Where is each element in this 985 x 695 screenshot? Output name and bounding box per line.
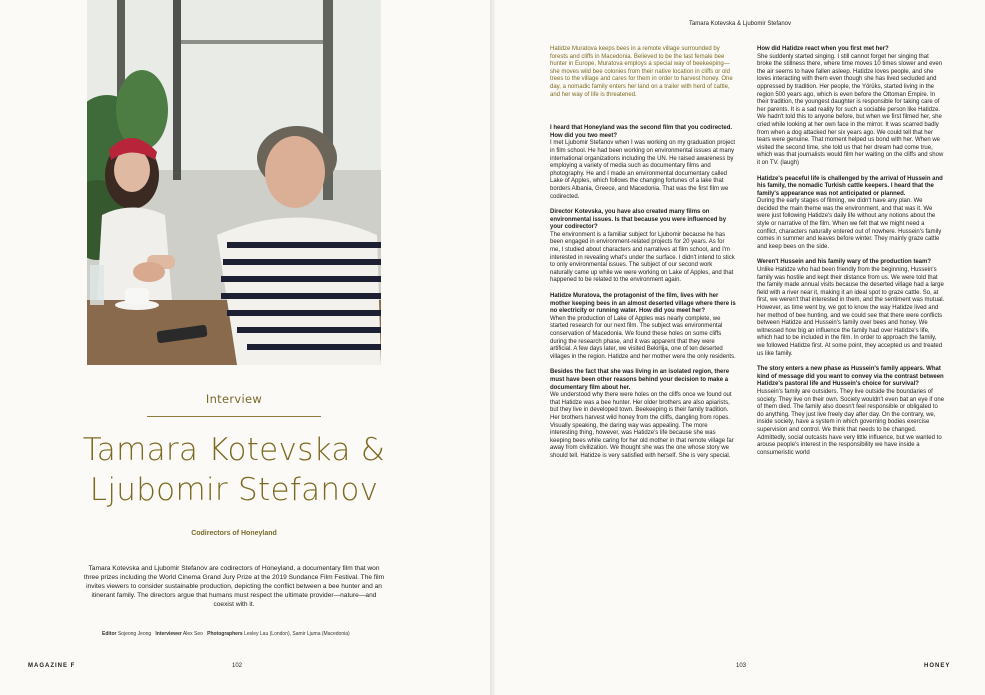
editor-label: Editor bbox=[102, 631, 117, 637]
photographers-label: Photographers bbox=[207, 631, 243, 637]
qa-list-column-2 bbox=[757, 46, 945, 457]
page-number-right: 103 bbox=[736, 663, 747, 669]
interview-answer: When the production of Lake of Apples was nearly complete, we started research for our next film. The subject was environmental conservation of Macedonia. We found these holes on some cliffs during the research phase, and it was apparent that they were artificial. A few days later, we visited Bekirlija, one of ten deserted villages in the region. Hatidze and her mother were the only residents. bbox=[550, 315, 736, 360]
qa-block bbox=[757, 176, 945, 252]
interviewer-label: Interviewer bbox=[155, 631, 182, 637]
qa-block bbox=[757, 46, 945, 168]
qa-block bbox=[757, 259, 945, 358]
qa-list-column-1 bbox=[550, 125, 736, 460]
section-label: Interview bbox=[205, 392, 263, 406]
interview-answer: She suddenly started singing. I still cannot forget her singing that broke the stillness there, where time moves 10 times slower and even the air seems to have fallen asleep. Hatidze loves people, and she loves interacting with them even though she has lived secluded and oppressed by tradition. Her people, the Yörüks, started living in the region 500 years ago, which is even before the Ottoman Empire. In their tradition, the youngest daughter is responsible for taking care of her parents. It is a sad reality for such a sociable person like Hatidze. We hadn't told this to anyone before, but when we first filmed her, she cried while looking at her own face in the mirror. It was scarred badly from when a dog attacked her six years ago. We could tell that her tears were genuine. That moment helped us bond with her. When we visited the second time, she told us that her dream had come true, which was that journalists would film her waiting on the cliffs and show it on TV. (laugh) bbox=[757, 53, 944, 166]
qa-block bbox=[550, 209, 736, 285]
credits-line bbox=[102, 631, 382, 637]
right-page bbox=[495, 0, 985, 695]
text-column-2 bbox=[757, 46, 945, 465]
interview-question: Besides the fact that she was living in an isolated region, there must have been other reasons behind your decision to make a documentary film about her. bbox=[550, 369, 730, 391]
title-rule bbox=[147, 416, 321, 417]
qa-block bbox=[757, 366, 945, 457]
photo-illustration bbox=[87, 0, 381, 365]
title-line-1: Tamara Kotevska & bbox=[82, 432, 386, 468]
interview-question: Weren't Hussein and his family wary of the production team? bbox=[757, 259, 932, 266]
article-title bbox=[60, 430, 408, 510]
interview-question: How did Hatidze react when you first met her? bbox=[757, 46, 889, 52]
interview-question: The story enters a new phase as Hussein's family appears. What kind of message did you want to convey via the contrast between Hatidze's pastoral life and Hussein's choice for survival? bbox=[757, 366, 944, 388]
interview-answer: Hussein's family are outsiders. They live outside the boundaries of society. They live on their own. Society wouldn't even bat an eye if one of them died. The family also doesn't feel responsible or obligated to do anything. They just live freely day after day. On the contrary, we, inside society, have a system in which governing bodies exercise supervision and control. We think that needs to be changed. Admittedly, social outcasts have very little influence, but we wanted to arouse people's interest in the responsibility we have inside a consumeristic world bbox=[757, 388, 945, 456]
magazine-folio: MAGAZINE F bbox=[28, 663, 76, 669]
interview-photo bbox=[87, 0, 381, 365]
qa-block bbox=[550, 125, 736, 201]
editor-name: Sojeong Jeong bbox=[117, 631, 152, 637]
issue-folio: HONEY bbox=[924, 663, 951, 669]
interview-answer: I met Ljubomir Stefanov when I was working on my graduation project in film school. He had been working on environmental issues at many international organizations including the UN. He raised awareness by employing a variety of media such as documentary films and photography. He and I made an environmental documentary called Lake of Apples, which follows the changing fortunes of a lake that borders Albania, Greece, and Macedonia. That was the first film we codirected. bbox=[550, 140, 736, 200]
interview-question: I heard that Honeyland was the second film that you codirected. How did you two meet? bbox=[550, 125, 733, 139]
article-subtitle: Codirectors of Honeyland bbox=[191, 530, 277, 537]
interview-answer: The environment is a familiar subject for Ljubomir because he has been engaged in environment-related projects for 20 years. As for me, I studied about characters and narratives at film school, and I'm interested in revealing what's under the surface. I didn't intend to stick to only environmental issues. The subject of our second work naturally came up while we were working on Lake of Apples, and that happened to be related to the environment again. bbox=[550, 231, 735, 284]
qa-block bbox=[550, 293, 736, 361]
page-number-left: 102 bbox=[232, 663, 243, 669]
running-head: Tamara Kotevska & Ljubomir Stefanov bbox=[688, 21, 792, 27]
text-column-1 bbox=[550, 46, 736, 469]
interview-question: Hatidze's peaceful life is challenged by the arrival of Hussein and his family, the nomadic Turkish cattle keepers. I heard that the family's appearance was not anticipated or planned. bbox=[757, 175, 943, 197]
interview-answer: During the early stages of filming, we didn't have any plan. We decided the main theme was the environment, and that was it. We were just following Hatidze's daily life without any notions about the style or narrative of the film. When we felt that we might need a conflict, characters naturally entered out of nowhere. Hussein's family comes in summer and leaves before winter. They mainly graze cattle and keep bees on the side. bbox=[757, 198, 942, 250]
lede-paragraph: Hatidze Muratova keeps bees in a remote village surrounded by forests and cliffs in Macedonia. Believed to be the last female bee hunter in Europe, Muratova employs a special way of beekeeping—she moves wild bee colonies from their native location in cliffs or old trees to the village and cares for them in order to harvest honey. One day, a nomadic family enters her land on a trailer with herd of cattle, and her way of life is threatened. bbox=[550, 46, 733, 98]
interview-answer: We understood why there were holes on the cliffs once we found out that Hatidze was a bee hunter. Her older brothers are also apiarists, but they live in developed town. Beekeeping is their family tradition. Her brothers harvest wild honey from the cliffs, dangling from ropes. Visually speaking, the daring way was appealing. The more interesting thing, however, was Hatidze's life because she was keeping bees while caring for her old mother in that remote village far away from civilization. We thought she was the one whose story we should tell. Hatidze is very satisfied with herself. She is very special. bbox=[550, 392, 734, 459]
interviewer-name: Alex Seo bbox=[182, 631, 203, 637]
photographers-names: Lesley Lau (London), Samir Ljuma (Macedonia) bbox=[244, 631, 350, 637]
title-line-2: Ljubomir Stefanov bbox=[89, 472, 379, 508]
left-page bbox=[0, 0, 490, 695]
qa-block bbox=[550, 369, 736, 460]
intro-paragraph: Tamara Kotevska and Ljubomir Stefanov are codirectors of Honeyland, a documentary film that won three prizes including the World Cinema Grand Jury Prize at the 2019 Sundance Film Festival. The film invites viewers to consider sustainable production, depicting the conflict between a bee hunter and an itinerant family. The directors argue that humans must respect the ultimate provider—nature—and coexist with it. bbox=[83, 565, 385, 608]
interview-question: Hatidze Muratova, the protagonist of the film, lives with her mother keeping bees in an almost deserted village where there is no electricity or running water. How did you meet her? bbox=[550, 293, 736, 315]
interview-question: Director Kotevska, you have also created many films on environmental issues. Is that because you were influenced by your codirector? bbox=[550, 209, 727, 231]
interview-answer: Unlike Hatidze who had been friendly from the beginning, Hussein's family was hostile and kept their distance from us. We were told that the family made annual visits because the deserted village had a large field with a river near it, making it an ideal spot to graze cattle. So, at first, we weren't that interested in them, and the sentiment was mutual. However, as time went by, we got to know the way Hatidze lived and her method of bee hunting, and we could see that there were conflicts between Hatidze and Hussein's family over bees and honey. We witnessed how big an influence the family had over Hatidze's life, which had to be included in the film. In order to approach the family, we followed Hatidze first. At some point, they accepted us and treated us like family. bbox=[757, 267, 945, 357]
